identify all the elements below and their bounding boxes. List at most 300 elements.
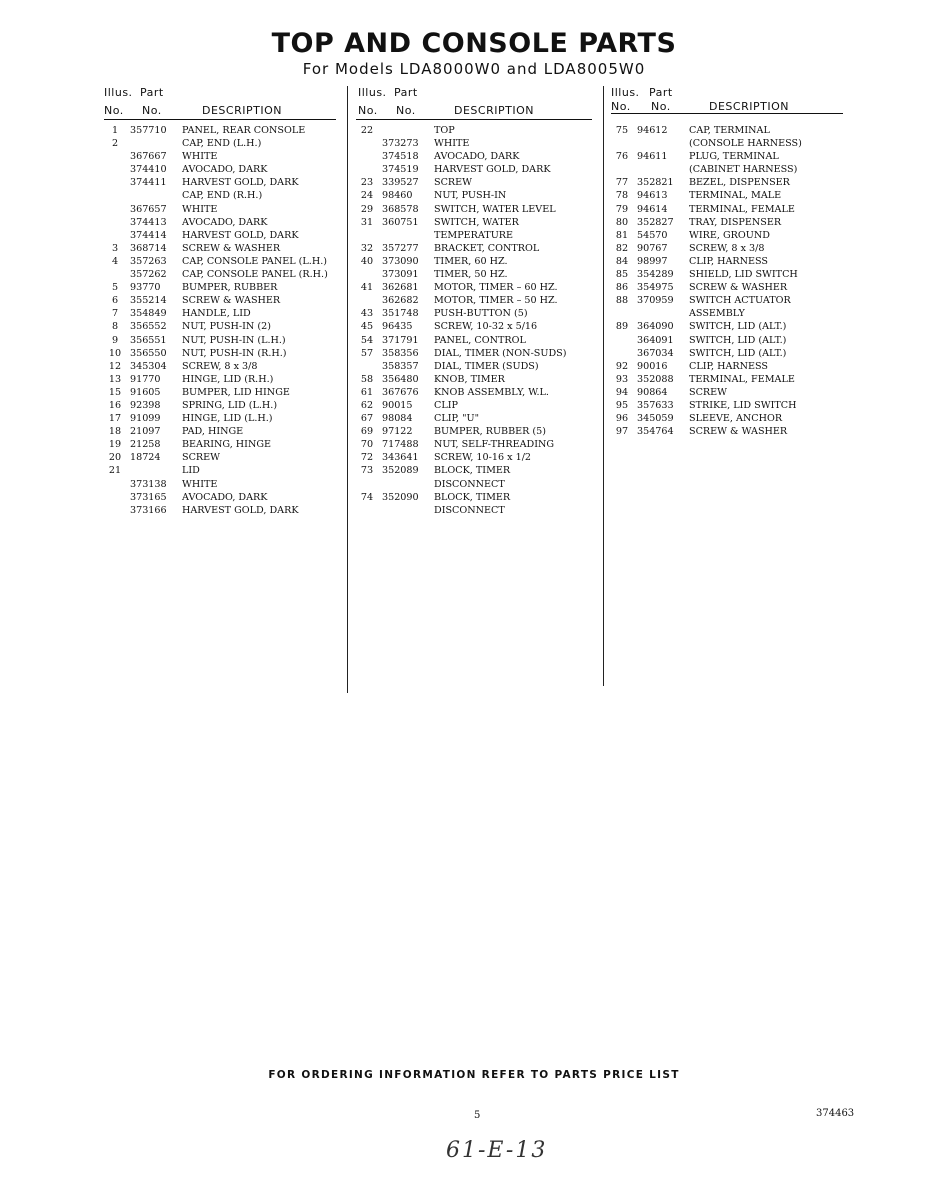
part-number xyxy=(378,504,434,517)
part-description: SWITCH, WATER xyxy=(434,216,519,228)
table-row xyxy=(104,242,336,255)
table-row xyxy=(611,320,843,333)
part-number: 92398 xyxy=(130,399,161,411)
table-row xyxy=(611,373,843,386)
table-row xyxy=(611,307,843,320)
part-number: 373273 xyxy=(382,138,419,150)
illus-number: 15 xyxy=(108,386,122,398)
part-description: SWITCH ACTUATOR xyxy=(689,295,791,307)
part-number xyxy=(126,189,182,202)
part-number: 18724 xyxy=(130,452,161,464)
part-description: DISCONNECT xyxy=(434,504,505,516)
part-description: HINGE, LID (L.H.) xyxy=(182,413,273,425)
table-row xyxy=(356,281,592,294)
table-row xyxy=(356,216,592,229)
table-row xyxy=(356,255,592,268)
part-number: 364091 xyxy=(637,334,674,346)
header-illus: Illus. xyxy=(611,86,640,99)
part-description: PANEL, REAR CONSOLE xyxy=(182,125,306,136)
part-description: WHITE xyxy=(434,138,470,150)
part-description: WHITE xyxy=(182,478,218,490)
part-description: TERMINAL, MALE xyxy=(689,190,782,202)
table-row xyxy=(104,255,336,268)
part-number: 91770 xyxy=(130,373,161,385)
table-row xyxy=(611,137,843,150)
illus-number: 16 xyxy=(108,399,122,411)
part-description: SCREW xyxy=(434,177,473,189)
part-description: TIMER, 50 HZ. xyxy=(434,269,508,281)
part-number: 373166 xyxy=(130,504,167,516)
part-number: 354975 xyxy=(637,282,674,294)
part-description: SCREW, 10-32 x 5/16 xyxy=(434,321,538,333)
illus-number: 93 xyxy=(615,373,629,385)
part-number: 358357 xyxy=(382,360,419,372)
illus-number: 84 xyxy=(615,255,629,267)
part-number: 370959 xyxy=(637,295,674,307)
part-number: 354849 xyxy=(130,308,167,320)
part-description: STRIKE, LID SWITCH xyxy=(689,399,797,411)
table-row xyxy=(611,425,843,438)
table-row xyxy=(611,176,843,189)
part-description: (CONSOLE HARNESS) xyxy=(689,138,802,150)
part-number xyxy=(378,124,434,137)
part-description: WHITE xyxy=(182,203,218,215)
illus-number: 72 xyxy=(360,452,374,464)
part-description: SCREW xyxy=(182,452,221,464)
table-row xyxy=(104,137,336,150)
part-number xyxy=(378,229,434,242)
part-number: 98997 xyxy=(637,255,668,267)
part-description: BUMPER, RUBBER xyxy=(182,282,278,294)
part-number: 374411 xyxy=(130,177,167,189)
table-row xyxy=(104,294,336,307)
part-number xyxy=(633,307,689,320)
part-number: 21258 xyxy=(130,439,161,451)
illus-number: 29 xyxy=(360,203,374,215)
parts-column-2 xyxy=(356,86,592,517)
part-description: SCREW xyxy=(689,386,728,398)
part-number: 94611 xyxy=(637,151,668,163)
header-illus-no: No. xyxy=(611,100,631,113)
column-header xyxy=(611,86,843,120)
illus-number: 6 xyxy=(111,295,119,307)
table-row xyxy=(356,478,592,491)
table-row xyxy=(611,386,843,399)
table-row xyxy=(104,412,336,425)
part-number: 54570 xyxy=(637,229,668,241)
illus-number: 88 xyxy=(615,295,629,307)
part-number: 356480 xyxy=(382,373,419,385)
part-description: SLEEVE, ANCHOR xyxy=(689,413,783,425)
table-row xyxy=(104,189,336,202)
illus-number xyxy=(104,216,126,229)
illus-number: 95 xyxy=(615,399,629,411)
table-row xyxy=(104,281,336,294)
parts-list xyxy=(104,124,336,517)
table-row xyxy=(104,425,336,438)
table-row xyxy=(104,163,336,176)
part-number: 717488 xyxy=(382,439,419,451)
part-number: 364090 xyxy=(637,321,674,333)
parts-column-3 xyxy=(611,86,843,438)
part-number: 368578 xyxy=(382,203,419,215)
part-number: 355214 xyxy=(130,295,167,307)
table-row xyxy=(356,189,592,202)
header-part: Part xyxy=(649,86,673,99)
part-number: 367676 xyxy=(382,386,419,398)
part-description: ASSEMBLY xyxy=(689,308,745,320)
illus-number: 73 xyxy=(360,465,374,477)
illus-number: 17 xyxy=(108,413,122,425)
illus-number: 77 xyxy=(615,177,629,189)
part-description: HARVEST GOLD, DARK xyxy=(434,164,551,176)
part-number: 98460 xyxy=(382,190,413,202)
part-number: 90016 xyxy=(637,360,668,372)
table-row xyxy=(356,163,592,176)
illus-number: 85 xyxy=(615,269,629,281)
illus-number: 76 xyxy=(615,151,629,163)
illus-number: 10 xyxy=(108,347,122,359)
header-illus: Illus. xyxy=(358,86,387,99)
table-row xyxy=(356,504,592,517)
part-number: 354289 xyxy=(637,269,674,281)
part-description: BLOCK, TIMER xyxy=(434,465,511,477)
illus-number: 9 xyxy=(111,334,119,346)
part-number: 373138 xyxy=(130,478,167,490)
table-row xyxy=(611,229,843,242)
part-number: 374413 xyxy=(130,216,167,228)
part-description: SCREW & WASHER xyxy=(182,295,281,307)
part-number: 343641 xyxy=(382,452,419,464)
part-description: SCREW & WASHER xyxy=(689,282,788,294)
part-description: HARVEST GOLD, DARK xyxy=(182,504,299,516)
part-description: CAP, END (R.H.) xyxy=(182,190,263,202)
part-description: CAP, CONSOLE PANEL (L.H.) xyxy=(182,255,327,267)
part-description: NUT, PUSH-IN (L.H.) xyxy=(182,334,286,346)
table-row xyxy=(611,294,843,307)
page-title: TOP AND CONSOLE PARTS xyxy=(271,28,677,59)
table-row xyxy=(104,438,336,451)
part-description: TOP xyxy=(434,125,455,136)
part-description: KNOB ASSEMBLY, W.L. xyxy=(434,386,549,398)
part-description: BUMPER, LID HINGE xyxy=(182,386,290,398)
part-number xyxy=(633,137,689,150)
part-description: TEMPERATURE xyxy=(434,229,514,241)
illus-number: 19 xyxy=(108,439,122,451)
table-row xyxy=(356,425,592,438)
part-description: TRAY, DISPENSER xyxy=(689,216,782,228)
part-number xyxy=(126,137,182,150)
table-row xyxy=(104,203,336,216)
illus-number: 96 xyxy=(615,413,629,425)
part-description: BEARING, HINGE xyxy=(182,439,272,451)
illus-number: 8 xyxy=(111,321,119,333)
handwritten-note: 61-E-13 xyxy=(446,1138,548,1163)
illus-number: 61 xyxy=(360,386,374,398)
part-number: 93770 xyxy=(130,282,161,294)
part-description: SWITCH, LID (ALT.) xyxy=(689,334,787,346)
part-number xyxy=(378,478,434,491)
table-row xyxy=(356,438,592,451)
table-row xyxy=(356,268,592,281)
part-number: 97122 xyxy=(382,426,413,438)
illus-number xyxy=(356,229,378,242)
part-number: 21097 xyxy=(130,426,161,438)
illus-number xyxy=(356,163,378,176)
table-row xyxy=(104,176,336,189)
illus-number: 97 xyxy=(615,426,629,438)
part-number: 360751 xyxy=(382,216,419,228)
part-number: 354764 xyxy=(637,426,674,438)
part-description: CLIP, HARNESS xyxy=(689,360,769,372)
table-row xyxy=(611,150,843,163)
part-description: SCREW & WASHER xyxy=(689,426,788,438)
part-description: BUMPER, RUBBER (5) xyxy=(434,426,547,438)
illus-number: 58 xyxy=(360,373,374,385)
table-row xyxy=(611,281,843,294)
part-number: 94614 xyxy=(637,203,668,215)
illus-number: 5 xyxy=(111,282,119,294)
column-header xyxy=(104,86,336,120)
part-number: 352821 xyxy=(637,177,674,189)
table-row xyxy=(104,360,336,373)
document-number: 374463 xyxy=(816,1108,855,1119)
part-description: SWITCH, WATER LEVEL xyxy=(434,203,556,215)
part-number: 357262 xyxy=(130,269,167,281)
illus-number: 45 xyxy=(360,321,374,333)
column-divider-2 xyxy=(603,86,604,686)
table-row xyxy=(356,307,592,320)
illus-number: 92 xyxy=(615,360,629,372)
part-number: 356551 xyxy=(130,334,167,346)
part-number: 374410 xyxy=(130,164,167,176)
table-row xyxy=(611,255,843,268)
table-row xyxy=(104,320,336,333)
illus-number: 23 xyxy=(360,177,374,189)
illus-number: 3 xyxy=(111,242,119,254)
part-number: 374519 xyxy=(382,164,419,176)
illus-number xyxy=(356,360,378,373)
illus-number: 13 xyxy=(108,373,122,385)
part-description: CAP, END (L.H.) xyxy=(182,138,262,150)
illus-number: 89 xyxy=(615,321,629,333)
part-description: KNOB, TIMER xyxy=(434,373,505,385)
part-number: 91099 xyxy=(130,413,161,425)
part-description: BEZEL, DISPENSER xyxy=(689,177,790,189)
part-description: AVOCADO, DARK xyxy=(182,164,268,176)
illus-number: 62 xyxy=(360,399,374,411)
illus-number: 31 xyxy=(360,216,374,228)
illus-number: 43 xyxy=(360,308,374,320)
illus-number: 4 xyxy=(111,255,119,267)
part-description: MOTOR, TIMER – 60 HZ. xyxy=(434,282,558,294)
part-description: BLOCK, TIMER xyxy=(434,491,511,503)
part-description: CLIP, HARNESS xyxy=(689,255,769,267)
table-row xyxy=(611,189,843,202)
part-description: SCREW, 10-16 x 1/2 xyxy=(434,452,532,464)
part-description: NUT, PUSH-IN (R.H.) xyxy=(182,347,287,359)
table-row xyxy=(611,412,843,425)
part-number: 362682 xyxy=(382,295,419,307)
table-row xyxy=(356,334,592,347)
part-description: BRACKET, CONTROL xyxy=(434,242,540,254)
illus-number: 32 xyxy=(360,242,374,254)
part-number: 356552 xyxy=(130,321,167,333)
part-description: CLIP xyxy=(434,399,458,411)
header-rule xyxy=(356,119,592,120)
part-number: 374518 xyxy=(382,151,419,163)
illus-number: 18 xyxy=(108,426,122,438)
illus-number: 24 xyxy=(360,190,374,202)
part-number: 373090 xyxy=(382,255,419,267)
part-description: DISCONNECT xyxy=(434,478,505,490)
illus-number xyxy=(356,294,378,307)
table-row xyxy=(356,412,592,425)
illus-number xyxy=(356,150,378,163)
table-row xyxy=(611,163,843,176)
table-row xyxy=(356,137,592,150)
part-description: WHITE xyxy=(182,151,218,163)
part-description: AVOCADO, DARK xyxy=(182,491,268,503)
part-description: TERMINAL, FEMALE xyxy=(689,203,795,215)
part-number: 362681 xyxy=(382,282,419,294)
illus-number: 80 xyxy=(615,216,629,228)
part-description: DIAL, TIMER (SUDS) xyxy=(434,360,539,372)
part-description: PLUG, TERMINAL xyxy=(689,151,779,163)
part-description: PANEL, CONTROL xyxy=(434,334,526,346)
part-number: 90864 xyxy=(637,386,668,398)
column-divider-1 xyxy=(347,86,348,693)
part-description: HINGE, LID (R.H.) xyxy=(182,373,274,385)
illus-number: 41 xyxy=(360,282,374,294)
table-row xyxy=(104,216,336,229)
part-description: CLIP, "U" xyxy=(434,413,480,425)
part-number: 345059 xyxy=(637,413,674,425)
part-description: CAP, TERMINAL xyxy=(689,125,770,136)
part-description: PAD, HINGE xyxy=(182,426,244,438)
illus-number xyxy=(611,347,633,360)
illus-number xyxy=(104,268,126,281)
part-number: 91605 xyxy=(130,386,161,398)
table-row xyxy=(356,386,592,399)
table-row xyxy=(611,334,843,347)
part-description: WIRE, GROUND xyxy=(689,229,770,241)
part-description: TIMER, 60 HZ. xyxy=(434,255,508,267)
illus-number xyxy=(611,137,633,150)
part-number: 96435 xyxy=(382,321,413,333)
parts-list xyxy=(611,124,843,438)
table-row xyxy=(611,203,843,216)
part-number: 367657 xyxy=(130,203,167,215)
table-row xyxy=(104,451,336,464)
parts-list xyxy=(356,124,592,517)
illus-number: 82 xyxy=(615,242,629,254)
illus-number: 22 xyxy=(360,125,374,136)
part-number: 367034 xyxy=(637,347,674,359)
header-part-no: No. xyxy=(142,104,162,117)
header-part-no: No. xyxy=(651,100,671,113)
illus-number: 74 xyxy=(360,491,374,503)
illus-number xyxy=(104,163,126,176)
part-number: 367667 xyxy=(130,151,167,163)
part-number xyxy=(126,464,182,477)
illus-number xyxy=(104,150,126,163)
illus-number: 75 xyxy=(615,125,629,136)
table-row xyxy=(611,268,843,281)
header-part-no: No. xyxy=(396,104,416,117)
part-number xyxy=(633,163,689,176)
part-number: 90767 xyxy=(637,242,668,254)
illus-number: 94 xyxy=(615,386,629,398)
part-number: 356550 xyxy=(130,347,167,359)
table-row xyxy=(104,124,336,137)
illus-number xyxy=(356,478,378,491)
part-number: 374414 xyxy=(130,229,167,241)
part-number: 352089 xyxy=(382,465,419,477)
table-row xyxy=(104,229,336,242)
illus-number: 57 xyxy=(360,347,374,359)
table-row xyxy=(104,504,336,517)
part-description: LID xyxy=(182,465,200,477)
part-description: DIAL, TIMER (NON-SUDS) xyxy=(434,347,567,359)
table-row xyxy=(611,347,843,360)
illus-number: 69 xyxy=(360,426,374,438)
part-number: 357710 xyxy=(130,125,167,136)
part-description: SCREW, 8 x 3/8 xyxy=(689,242,765,254)
part-number: 339527 xyxy=(382,177,419,189)
part-description: HANDLE, LID xyxy=(182,308,251,320)
part-number: 90015 xyxy=(382,399,413,411)
table-row xyxy=(356,203,592,216)
table-row xyxy=(356,320,592,333)
part-number: 351748 xyxy=(382,308,419,320)
table-row xyxy=(356,451,592,464)
part-description: MOTOR, TIMER – 50 HZ. xyxy=(434,295,558,307)
illus-number xyxy=(611,163,633,176)
table-row xyxy=(611,360,843,373)
table-row xyxy=(611,399,843,412)
table-row xyxy=(356,242,592,255)
part-description: AVOCADO, DARK xyxy=(434,151,520,163)
table-row xyxy=(104,268,336,281)
header-illus-no: No. xyxy=(358,104,378,117)
table-row xyxy=(104,478,336,491)
table-row xyxy=(356,399,592,412)
table-row xyxy=(356,360,592,373)
part-description: NUT, SELF-THREADING xyxy=(434,439,555,451)
illus-number: 20 xyxy=(108,452,122,464)
table-row xyxy=(104,307,336,320)
header-rule xyxy=(104,119,336,120)
page-subtitle: For Models LDA8000W0 and LDA8005W0 xyxy=(302,60,646,78)
part-number: 98084 xyxy=(382,413,413,425)
part-number: 373091 xyxy=(382,269,419,281)
illus-number xyxy=(356,504,378,517)
part-description: TERMINAL, FEMALE xyxy=(689,373,795,385)
part-description: PUSH-BUTTON (5) xyxy=(434,308,528,320)
table-row xyxy=(356,176,592,189)
illus-number xyxy=(104,176,126,189)
table-row xyxy=(104,399,336,412)
part-description: SCREW & WASHER xyxy=(182,242,281,254)
table-row xyxy=(104,373,336,386)
illus-number xyxy=(104,504,126,517)
table-row xyxy=(356,491,592,504)
part-number: 358356 xyxy=(382,347,419,359)
part-number: 352088 xyxy=(637,373,674,385)
table-row xyxy=(104,386,336,399)
table-row xyxy=(356,347,592,360)
